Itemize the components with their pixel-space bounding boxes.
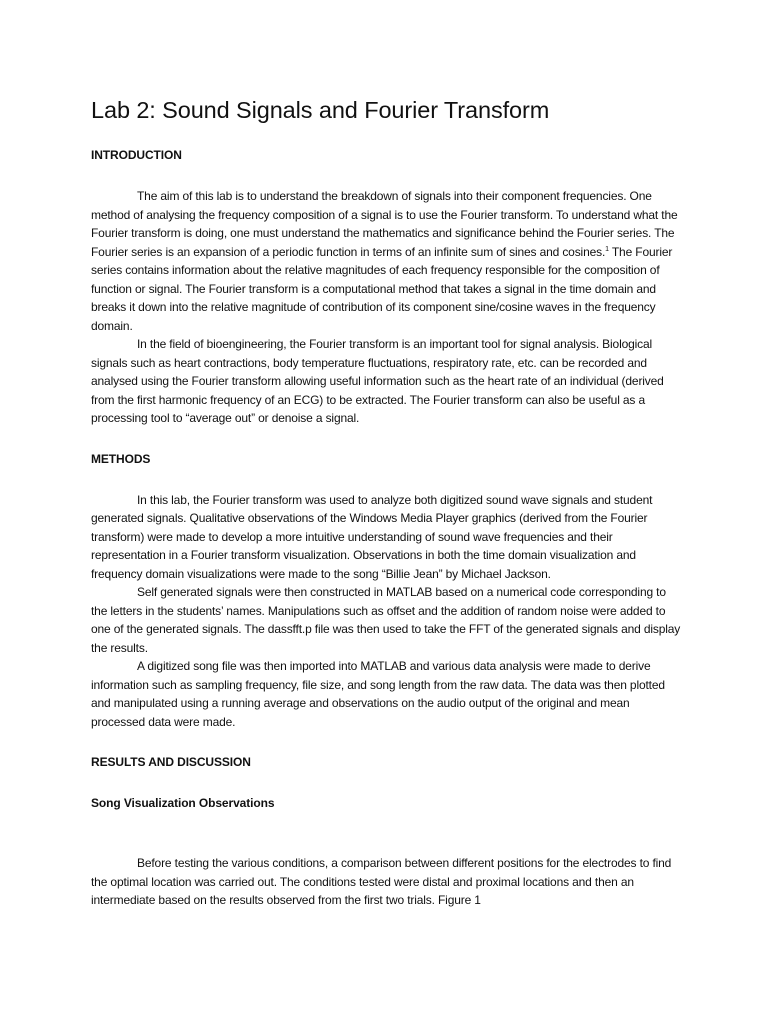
results-section	[91, 753, 681, 910]
song-visualization-subheading: Song Visualization Observations	[91, 796, 275, 810]
introduction-paragraph-2: In the field of bioengineering, the Fourier transform is an important tool for signal analysis. Biological signals such as heart contractions, body temperature fluctuations, respiratory rate, etc. can be recorded and analysed using the Fourier transform allowing useful information such as the heart rate of an individual (derived from the first harmonic frequency of an ECG) to be extracted. The Fourier transform can also be useful as a processing tool to “average out” or denoise a signal.	[91, 337, 664, 425]
document-title: Lab 2: Sound Signals and Fourier Transform	[91, 97, 550, 123]
spacer	[91, 164, 681, 187]
spacer	[91, 731, 681, 753]
document-body	[91, 94, 681, 910]
spacer	[91, 771, 681, 794]
spacer	[91, 812, 681, 854]
results-paragraph-1: Before testing the various conditions, a comparison between different positions for the electrodes to find the optimal location was carried out. The conditions tested were distal and proximal locations and then an intermediate based on the results observed from the first two trials. Figure 1	[91, 856, 672, 907]
methods-section	[91, 450, 681, 732]
methods-paragraph-2: Self generated signals were then constructed in MATLAB based on a numerical code corresponding to the letters in the students’ names. Manipulations such as offset and the addition of random noise were added to one of the generated signals. The dassfft.p file was then used to take the FFT of the generated signals and display the results.	[91, 585, 681, 655]
introduction-paragraph-1-text-b: The Fourier series contains information about the relative magnitudes of each frequency responsible for the composition of function or signal. The Fourier transform is a computational method that takes a signal in the time domain and breaks it down into the relative magnitude of contribution of its component sine/cosine waves in the frequency domain.	[91, 244, 673, 333]
spacer	[91, 428, 681, 450]
introduction-paragraph-1	[91, 187, 681, 335]
methods-paragraph-1: In this lab, the Fourier transform was used to analyze both digitized sound wave signals and student generated signals. Qualitative observations of the Windows Media Player graphics (derived from the Fourier transform) were made to develop a more intuitive understanding of sound wave frequencies and their representation in a Fourier transform visualization. Observations in both the time domain visualization and frequency domain visualizations were made to the song “Billie Jean” by Michael Jackson.	[91, 492, 653, 581]
methods-heading: METHODS	[91, 451, 151, 466]
spacer	[91, 468, 681, 491]
introduction-section	[91, 146, 681, 428]
introduction-heading: INTRODUCTION	[91, 148, 182, 162]
introduction-paragraph-1-text-a: The aim of this lab is to understand the breakdown of signals into their component frequencies. One method of analysing the frequency composition of a signal is to use the Fourier transform. To understand what the Fourier transform is doing, one must understand the mathematics and significance behind the Fourier series. The Fourier series is an expansion of a periodic function in terms of an infinite sum of sines and cosines.	[91, 189, 678, 259]
methods-paragraph-3: A digitized song file was then imported into MATLAB and various data analysis were made to derive information such as sampling frequency, file size, and song length from the raw data. The data was then plotted and manipulated using a running average and observations on the audio output of the original and mean processed data were made.	[91, 659, 665, 729]
spacer	[91, 126, 681, 146]
footnote-reference: 1	[605, 245, 609, 253]
results-heading: RESULTS AND DISCUSSION	[91, 755, 251, 769]
